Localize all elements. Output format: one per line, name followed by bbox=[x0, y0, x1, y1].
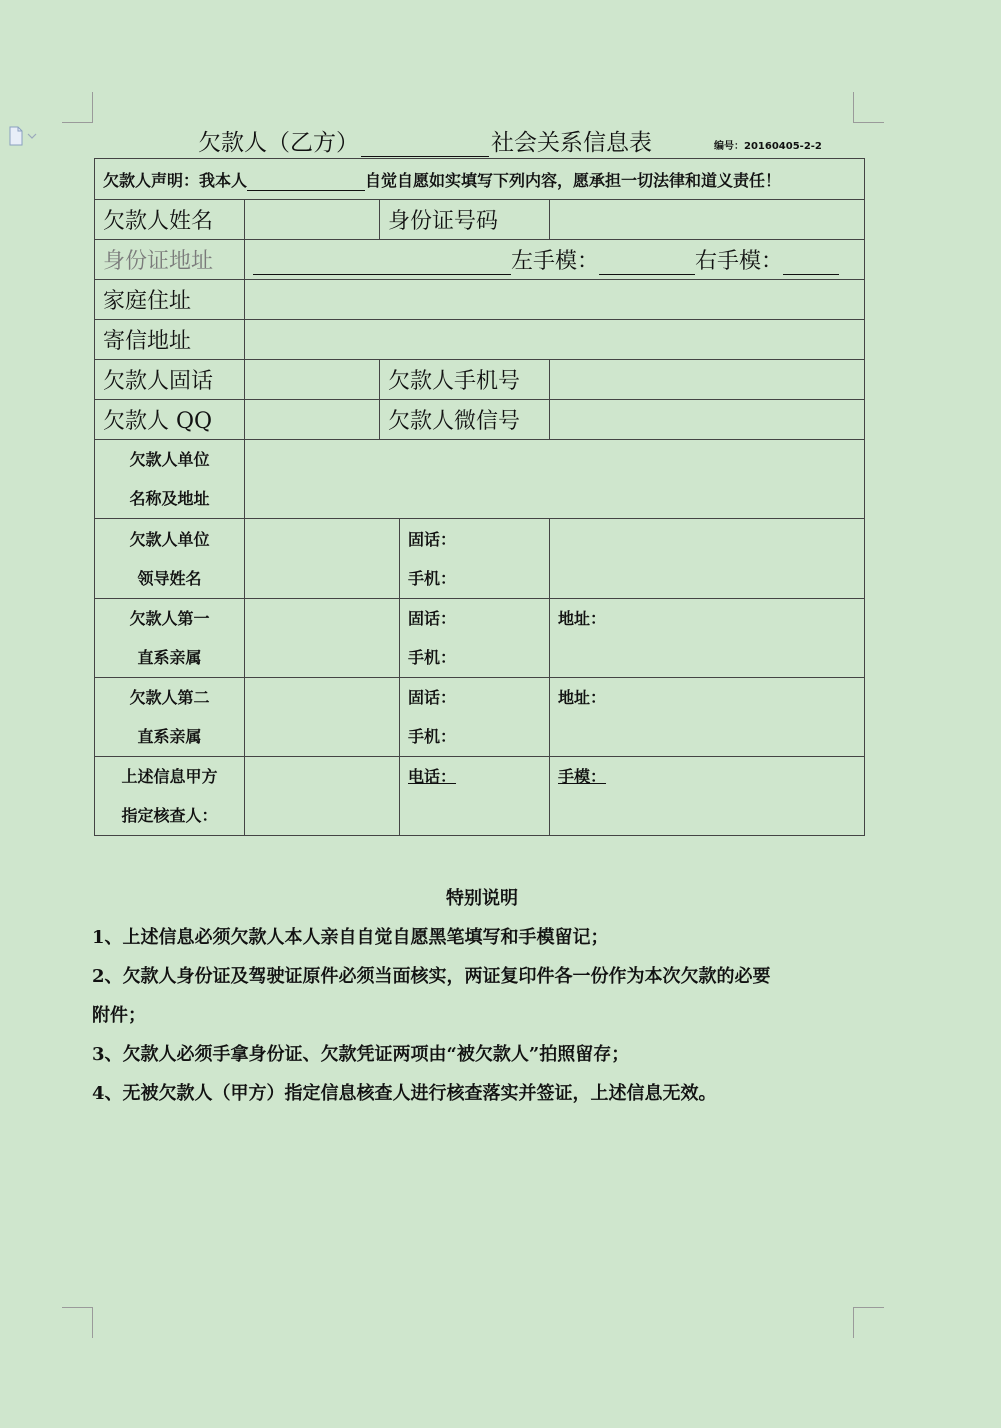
relative2-label bbox=[95, 678, 245, 757]
qq-label: 欠款人 QQ bbox=[95, 400, 245, 440]
verifier-phone-cell[interactable] bbox=[400, 757, 550, 836]
relative1-contact-cell[interactable] bbox=[400, 599, 550, 678]
right-print-line[interactable] bbox=[783, 254, 839, 275]
declaration-row bbox=[95, 159, 865, 200]
mail-address-label: 寄信地址 bbox=[95, 320, 245, 360]
relative1-name-input[interactable] bbox=[245, 599, 400, 678]
relative2-mobile-label: 手机： bbox=[408, 727, 457, 746]
note-item: 2、欠款人身份证及驾驶证原件必须当面核实，两证复印件各一份作为本次欠款的必要 bbox=[92, 966, 771, 987]
leader-label-line-2: 领导姓名 bbox=[137, 568, 202, 588]
relative2-address-label: 地址： bbox=[558, 688, 607, 707]
qq-input[interactable] bbox=[245, 400, 380, 440]
home-address-label: 家庭住址 bbox=[95, 280, 245, 320]
name-input[interactable] bbox=[245, 200, 380, 240]
verifier-label-line-2: 指定核查人： bbox=[121, 806, 218, 825]
relative1-label bbox=[95, 599, 245, 678]
relative1-landline-label: 固话： bbox=[408, 609, 457, 628]
relative2-landline-label: 固话： bbox=[408, 688, 457, 707]
title-part-1: 欠款人（乙方） bbox=[198, 130, 359, 156]
verifier-row bbox=[95, 757, 865, 836]
page-corner-mark-top-left bbox=[62, 92, 93, 123]
name-label: 欠款人姓名 bbox=[95, 200, 245, 240]
relative1-address-cell[interactable] bbox=[550, 599, 865, 678]
leader-label-line-1: 欠款人单位 bbox=[129, 529, 210, 549]
landline-label: 欠款人固话 bbox=[95, 360, 245, 400]
relative2-contact-cell[interactable] bbox=[400, 678, 550, 757]
leader-name-input[interactable] bbox=[245, 519, 400, 599]
id-number-label: 身份证号码 bbox=[380, 200, 550, 240]
employer-input[interactable] bbox=[245, 440, 865, 519]
home-address-input[interactable] bbox=[245, 280, 865, 320]
relative2-label-line-1: 欠款人第二 bbox=[129, 688, 210, 707]
leader-mobile-label: 手机： bbox=[408, 568, 457, 588]
wechat-label: 欠款人微信号 bbox=[380, 400, 550, 440]
serial-number: 编号：20160405-2-2 bbox=[714, 141, 822, 152]
relative2-address-cell[interactable] bbox=[550, 678, 865, 757]
employer-label bbox=[95, 440, 245, 519]
declaration-prefix: 欠款人声明：我本人 bbox=[103, 170, 248, 190]
page-corner-mark-bottom-right bbox=[853, 1307, 884, 1338]
verifier-label-line-1: 上述信息甲方 bbox=[121, 767, 218, 786]
id-address-row bbox=[95, 240, 865, 280]
leader-landline-label: 固话： bbox=[408, 529, 457, 549]
leader-contact-cell[interactable] bbox=[400, 519, 550, 599]
relative1-label-line-2: 直系亲属 bbox=[137, 648, 202, 667]
verifier-name-input[interactable] bbox=[245, 757, 400, 836]
verifier-handprint-cell[interactable] bbox=[550, 757, 865, 836]
employer-label-line-2: 名称及地址 bbox=[129, 489, 210, 508]
id-number-input[interactable] bbox=[550, 200, 865, 240]
document-icon[interactable] bbox=[8, 126, 40, 146]
left-print-label: 左手模： bbox=[511, 249, 600, 274]
mobile-input[interactable] bbox=[550, 360, 865, 400]
declaration-name-blank[interactable] bbox=[247, 174, 365, 191]
page-corner-mark-top-right bbox=[853, 92, 884, 123]
relative1-mobile-label: 手机： bbox=[408, 648, 457, 667]
id-address-label: 身份证地址 bbox=[95, 240, 245, 280]
name-row bbox=[95, 200, 865, 240]
relative1-label-line-1: 欠款人第一 bbox=[129, 609, 210, 628]
relative1-row bbox=[95, 599, 865, 678]
relative2-name-input[interactable] bbox=[245, 678, 400, 757]
declaration-cell bbox=[95, 159, 865, 200]
page-corner-mark-bottom-left bbox=[62, 1307, 93, 1338]
verifier-label bbox=[95, 757, 245, 836]
page-title bbox=[198, 124, 652, 157]
info-table bbox=[94, 158, 865, 836]
employer-row bbox=[95, 440, 865, 519]
leader-row bbox=[95, 519, 865, 599]
right-print-label: 右手模： bbox=[695, 249, 784, 274]
special-notes bbox=[92, 884, 872, 1113]
verifier-phone-label: 电话： bbox=[408, 767, 457, 786]
note-item: 附件； bbox=[92, 1005, 146, 1026]
note-item: 4、无被欠款人（甲方）指定信息核查人进行核查落实并签证，上述信息无效。 bbox=[92, 1083, 717, 1104]
verifier-handprint-label: 手模： bbox=[558, 767, 607, 786]
id-address-input[interactable] bbox=[245, 240, 865, 280]
id-address-line[interactable] bbox=[253, 254, 511, 275]
declaration-suffix: 自觉自愿如实填写下列内容，愿承担一切法律和道义责任！ bbox=[365, 170, 782, 190]
note-item: 3、欠款人必须手拿身份证、欠款凭证两项由“被欠款人”拍照留存； bbox=[92, 1044, 630, 1065]
landline-input[interactable] bbox=[245, 360, 380, 400]
left-print-line[interactable] bbox=[599, 254, 695, 275]
wechat-input[interactable] bbox=[550, 400, 865, 440]
title-part-2: 社会关系信息表 bbox=[491, 130, 652, 156]
relative1-address-label: 地址： bbox=[558, 609, 607, 628]
employer-label-line-1: 欠款人单位 bbox=[129, 450, 210, 469]
relative2-row bbox=[95, 678, 865, 757]
qq-row bbox=[95, 400, 865, 440]
notes-heading: 特别说明 bbox=[446, 888, 518, 909]
mail-address-row bbox=[95, 320, 865, 360]
leader-extra-input[interactable] bbox=[550, 519, 865, 599]
home-address-row bbox=[95, 280, 865, 320]
mail-address-input[interactable] bbox=[245, 320, 865, 360]
relative2-label-line-2: 直系亲属 bbox=[137, 727, 202, 746]
note-item: 1、上述信息必须欠款人本人亲自自觉自愿黑笔填写和手模留记； bbox=[92, 927, 609, 948]
leader-label bbox=[95, 519, 245, 599]
landline-row bbox=[95, 360, 865, 400]
mobile-label: 欠款人手机号 bbox=[380, 360, 550, 400]
title-name-blank[interactable] bbox=[361, 134, 489, 157]
